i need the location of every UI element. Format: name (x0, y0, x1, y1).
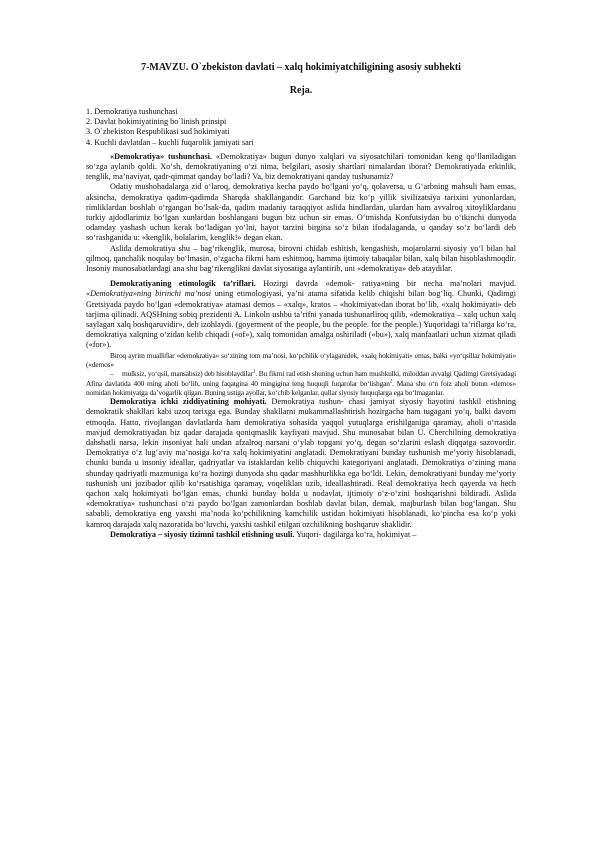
paragraph-text: mulksiz, yo‘qsil, mansabsiz) deb hisoblaydilar (122, 369, 253, 379)
paragraph-tolerance: Aslida demokratiya shu – bag‘rikenglik, murosa, birovni chidab eshitish, kengashish, mojarolarni siyosiy yo‘l bilan hal qilmoq, qanchalik noqulay bo‘lmasin, o‘zgacha fikrni ham eshitmoq, hamma ijtimoiy tabaqalar bilan, xalq bilan hisoblashmoqdir. Insoniy munosabatlardagi ana shu bag‘rikenglikni davlat siyosatiga aylantirib, uni «demokratiya» deb ataydilar. (86, 243, 516, 274)
italic-phrase: «Demokratiya»ning birinchi ma’nosi (86, 289, 212, 299)
paragraph-text: Yuqori- dagilarga ko‘ra, hokimiyat – (294, 529, 417, 539)
paragraph-text: . Mana shu o‘n foiz aholi butun «demos» nomidan hokimiyatga da’vogarlik qilgan. Buning ustiga ayollar, ko‘chib kelganlar, qullar siyosiy huquqlarga ega bo‘lmaganlar. (86, 378, 517, 397)
section-lead: Demokratiya – siyosiy tizimni tashkil etishning usuli. (110, 529, 295, 539)
paragraph-history: Odatiy mushohadalarga zid o‘laroq, demokratiya kecha paydo bo‘lgani yo‘q, qolaversa, u G‘arbning mahsuli ham emas, aksincha, demokratiya qadim-qadimda Sharqda shakllangandir. Garchand biz ko‘p yillik sivilizatsiya tarixini yunonlardan, rimliklardan boshlab o‘rgangan bo‘lsak-da, qadim madaniy taraqqiyot aslida hindlardan, ulardan ham avvalroq xitoyliklardanu turkiy ajdodlarimiz bo‘lgan xunlardan boshlangani bugun biz uchun sir emas. O‘tmishda Konfutsiydan bu o‘tkinchi dunyoda odamday yashash uchun kerak bo‘ladigan yo‘lni, hayot tarzini birgina so‘z bilan ifodalaganda, u qanday so‘z bo‘lardi deb so‘rashganida u: «kenglik, bolalarim, kenglik!» degan ekan. (86, 182, 516, 243)
paragraph-text: Hozirgi davrda «demok- ratiya»ning bir necha ma’nolari mavjud. (255, 279, 516, 289)
plan-item: 1. Demokratiya tushunchasi (86, 107, 178, 116)
plan-heading: Reja. (289, 85, 313, 96)
plan-item: 4. Kuchli davlatdan – kuchli fuqarolik jamiyati sari (86, 137, 254, 147)
paragraph-text: . Bu fikrni rad etish shuning uchun ham mushkulki, miloddan avvalgi Qadimgi Gretsiyadagi Afina davlatida 400 ming aholi bo‘lib, uning faqatgina 40 mingigina teng huquqli fuqarolar bo‘lishgan (86, 369, 517, 388)
dash-mark: – (110, 369, 114, 379)
section-lead: «Demokratiya» tushunchasi. (110, 151, 212, 161)
section-lead: Demokratiyaning etimologik ta’riflari. (110, 279, 256, 289)
paragraph-text: Biroq ayrim mualliflar «demokratiya» so‘zining tom ma’nosi, ko‘pchilik o‘ylaganidek, «xalq hokimiyati» emas, balki «yo‘qsillar hokimiyati» («demos» (86, 350, 516, 369)
paragraph-political-system (86, 530, 516, 540)
footnote-ref: 2 (389, 379, 393, 385)
paragraph-text: Demokratiya tushun- chasi jamiyat siyosiy hayotini tashkil etishning demokratik shakllari kabi uzoq tarixga ega. Bunday shakllarni mukammallashtirish hozirgacha ham tugagani yo‘q, balki davom etmoqda. Hatto, rivojlangan davlatlarda ham demokratiya sohasida yaqqol yutuqlarga erishilganiga qaramay, aholi o‘rtasida mavjud demokratiyadan biz qadar darajada qoniqmaslik kayfiyati mavjud. Shu munosabat bilan U. Cherchilning demokratiya dahshatli narsa, lekin insoniyat hali undan afzalroq narsani o‘ylab topgani yo‘q, degan so‘zlarini eslash diqqatga sazovordir. Demokratiya o‘z lug‘aviy ma’nosiga ko‘ra xalq hokimiyatini anglatadi. Demokratiyani bunday tushunish me’yoriy hisoblanadi, chunki bunda u insoniy ideallar, qadriyatlar va istaklardan kelib chiquvchi kategoriyani anglatadi. Demokratiya o‘zining mana shunday qadriyatli mazmuniga ko‘ra hozirgi dunyoda shu qadar mashhurlikka ega bo‘ldi. Lekin, demokratiyani bunday me’yoriy tushunish uni jozibador qilib ko‘rsatishiga qaramay, voqeliklan uzib, ideallashtiradi. Real demokratiya hech qayerda va hech qachon xalq hokimiyati bo‘lgan emas, chunki bunday holda u nodavlat, ijtimoiy o‘z-o‘zini boshqarishni bildiradi. Aslida «demokratiya» tushunchasi o‘zi paydo bo‘lgan zamonlardan boshlab davlat bilan, demak, majburlash bilan bog‘langan. Shu sababli, demokratiya eng yaxshi ma’noda ko‘pchilikning kamchilik ustidan hokimiyati hisoblanadi, ko‘pincha esa ko‘p yoki kamroq darajada xalq nazoratida bo‘luvchi, yaxshi tashkil etilgan ozchilikning boshqaruv shaklidir. (86, 397, 516, 529)
paragraph-authors-view (86, 351, 516, 397)
plan-list (86, 107, 516, 148)
paragraph-text: «Demokratiya» bugun dunyo xalqlari va siyosatchilari tomonidan keng qo‘llaniladigan so‘zga aylanib qoldi. Xo‘sh, demokratiyaning o‘zi nima, belgilari, asosiy shartlari nimalardan iborat? Demokratiyada erkinlik, tenglik, ma’naviyat, qadr-qimmat qanday bo‘ladi? Va, biz demokratiyani qanday tushunamiz? (86, 151, 516, 182)
paragraph-contradiction (86, 397, 516, 530)
document-page (86, 62, 516, 540)
section-lead: Demokratiya ichki ziddiyatining mohiyati. (110, 397, 267, 407)
paragraph-text: uning etimologiyasi, ya’ni atama sifatida kelib chiqishi bilan bog‘liq. Chunki, Qadimgi Gretsiyada paydo bo‘lgan «demokratiya» atamasi demos – «xalq», kratos – «hokimiyat»dan iborat bo‘lib, «xalq hokimiyati» deb tarjima qilinadi. AQSHning sobiq prezidenti A. Linkoln ushbu ta’rifni yanada tushunarliroq qilib, «demokratiya – xalq uchun xalq saylagan xalq boshqaruvidir», deb izohlaydi. (goyerment of the people, bu the people. for the people.) Yuqoridagi ta’riflarga ko‘ra, demokratiya xalqning o‘zidan kelib chiqadi («of»), xalq tomonidan amalga oshiriladi («bu»), xalq manfaatlari uchun xizmat qiladi («for»). (86, 289, 516, 350)
plan-item: 2. Davlat hokimiyatining bo`linish prinsipi (86, 117, 227, 127)
document-title: 7-MAVZU. O`zbekiston davlati – xalq hokimiyatchiligining asosiy subhekti (141, 62, 461, 73)
paragraph-etymology (86, 279, 516, 350)
paragraph-democracy-concept (86, 152, 516, 183)
footnote-ref: 1 (252, 369, 256, 375)
plan-item: 3. O`zbekiston Respublikasi sud hokimiyati (86, 127, 230, 137)
